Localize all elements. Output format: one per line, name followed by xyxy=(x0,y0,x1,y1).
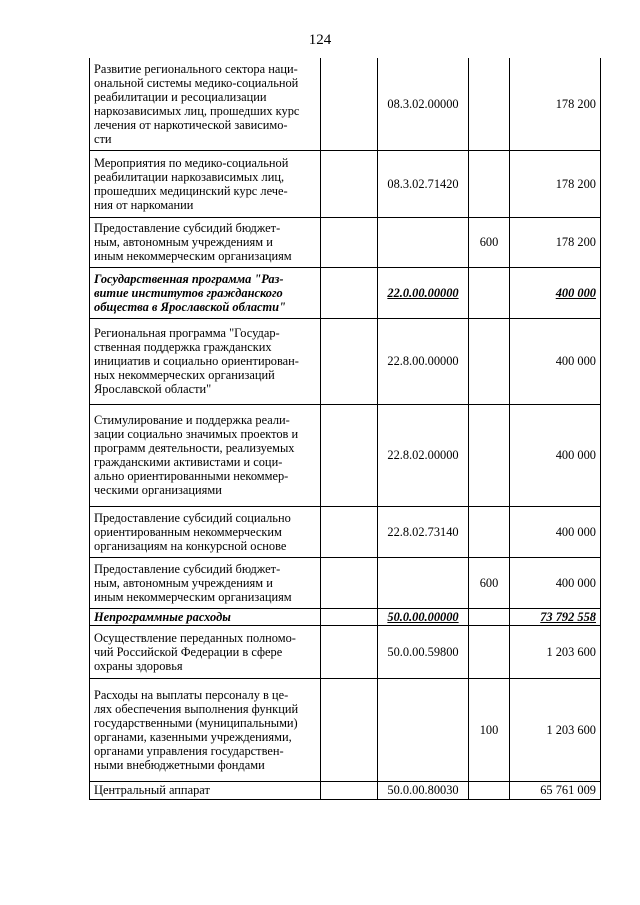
row-code: 22.0.00.00000 xyxy=(378,267,469,318)
row-name: Мероприятия по медико-социальной реабилитации наркозависимых лиц, прошедших медицинский курс лече- ния от наркомании xyxy=(90,150,321,217)
row-code: 08.3.02.00000 xyxy=(378,58,469,150)
row-name: Региональная программа "Государ- ственная поддержка гражданских инициатив и социально ориентирован- ных некоммерческих организаций Ярославской области" xyxy=(90,318,321,404)
row-type xyxy=(469,267,510,318)
row-type: 600 xyxy=(469,557,510,608)
row-name: Предоставление субсидий бюджет- ным, автономным учреждениям и иным некоммерческим организациям xyxy=(90,217,321,267)
empty-cell xyxy=(321,608,378,625)
empty-cell xyxy=(321,625,378,678)
row-type xyxy=(469,318,510,404)
row-amount: 400 000 xyxy=(510,318,601,404)
table-row xyxy=(90,404,601,506)
row-code xyxy=(378,678,469,781)
empty-cell xyxy=(321,557,378,608)
row-amount: 178 200 xyxy=(510,58,601,150)
table-row xyxy=(90,557,601,608)
row-code xyxy=(378,557,469,608)
table-row xyxy=(90,608,601,625)
row-amount: 65 761 009 xyxy=(510,781,601,799)
row-name: Предоставление субсидий бюджет- ным, автономным учреждениям и иным некоммерческим организациям xyxy=(90,557,321,608)
table-row xyxy=(90,625,601,678)
row-name: Осуществление переданных полномо- чий Российской Федерации в сфере охраны здоровья xyxy=(90,625,321,678)
empty-cell xyxy=(321,404,378,506)
empty-cell xyxy=(321,318,378,404)
row-amount: 1 203 600 xyxy=(510,625,601,678)
table-row xyxy=(90,318,601,404)
row-amount: 400 000 xyxy=(510,404,601,506)
row-name: Развитие регионального сектора наци- ональной системы медико-социальной реабилитации и ресоциализации наркозависимых лиц, прошедших курс лечения от наркотической зависимо- сти xyxy=(90,58,321,150)
row-code: 50.0.00.59800 xyxy=(378,625,469,678)
row-amount: 400 000 xyxy=(510,557,601,608)
empty-cell xyxy=(321,58,378,150)
row-type xyxy=(469,58,510,150)
row-code: 50.0.00.00000 xyxy=(378,608,469,625)
table-row xyxy=(90,678,601,781)
row-type xyxy=(469,506,510,557)
page-number: 124 xyxy=(308,32,332,48)
table-row xyxy=(90,217,601,267)
row-type xyxy=(469,625,510,678)
row-type: 100 xyxy=(469,678,510,781)
empty-cell xyxy=(321,678,378,781)
row-amount: 400 000 xyxy=(510,506,601,557)
table-row xyxy=(90,506,601,557)
budget-table xyxy=(89,58,601,800)
empty-cell xyxy=(321,506,378,557)
row-code: 22.8.00.00000 xyxy=(378,318,469,404)
row-code: 08.3.02.71420 xyxy=(378,150,469,217)
row-code: 22.8.02.00000 xyxy=(378,404,469,506)
empty-cell xyxy=(321,217,378,267)
row-code xyxy=(378,217,469,267)
row-name: Предоставление субсидий социально ориентированным некоммерческим организациям на конкурсной основе xyxy=(90,506,321,557)
row-amount: 73 792 558 xyxy=(510,608,601,625)
row-amount: 400 000 xyxy=(510,267,601,318)
row-name: Стимулирование и поддержка реали- зации социально значимых проектов и программ деятельности, реализуемых гражданскими активистами и соци- ально ориентированными некоммер- ческими организациями xyxy=(90,404,321,506)
row-type xyxy=(469,781,510,799)
row-type xyxy=(469,608,510,625)
row-name: Государственная программа "Раз- витие институтов гражданского общества в Ярославской области" xyxy=(90,267,321,318)
row-name: Расходы на выплаты персоналу в це- лях обеспечения выполнения функций государственными (муниципальными) органами, казенными учреждениями, органами управления государствен- ными внебюджетными фондами xyxy=(90,678,321,781)
table-row xyxy=(90,267,601,318)
row-amount: 1 203 600 xyxy=(510,678,601,781)
table-row xyxy=(90,58,601,150)
table-row xyxy=(90,150,601,217)
row-type xyxy=(469,404,510,506)
row-amount: 178 200 xyxy=(510,217,601,267)
row-amount: 178 200 xyxy=(510,150,601,217)
row-name: Центральный аппарат xyxy=(90,781,321,799)
empty-cell xyxy=(321,781,378,799)
row-code: 50.0.00.80030 xyxy=(378,781,469,799)
row-type: 600 xyxy=(469,217,510,267)
empty-cell xyxy=(321,150,378,217)
table-row xyxy=(90,781,601,799)
row-type xyxy=(469,150,510,217)
empty-cell xyxy=(321,267,378,318)
row-code: 22.8.02.73140 xyxy=(378,506,469,557)
row-name: Непрограммные расходы xyxy=(90,608,321,625)
